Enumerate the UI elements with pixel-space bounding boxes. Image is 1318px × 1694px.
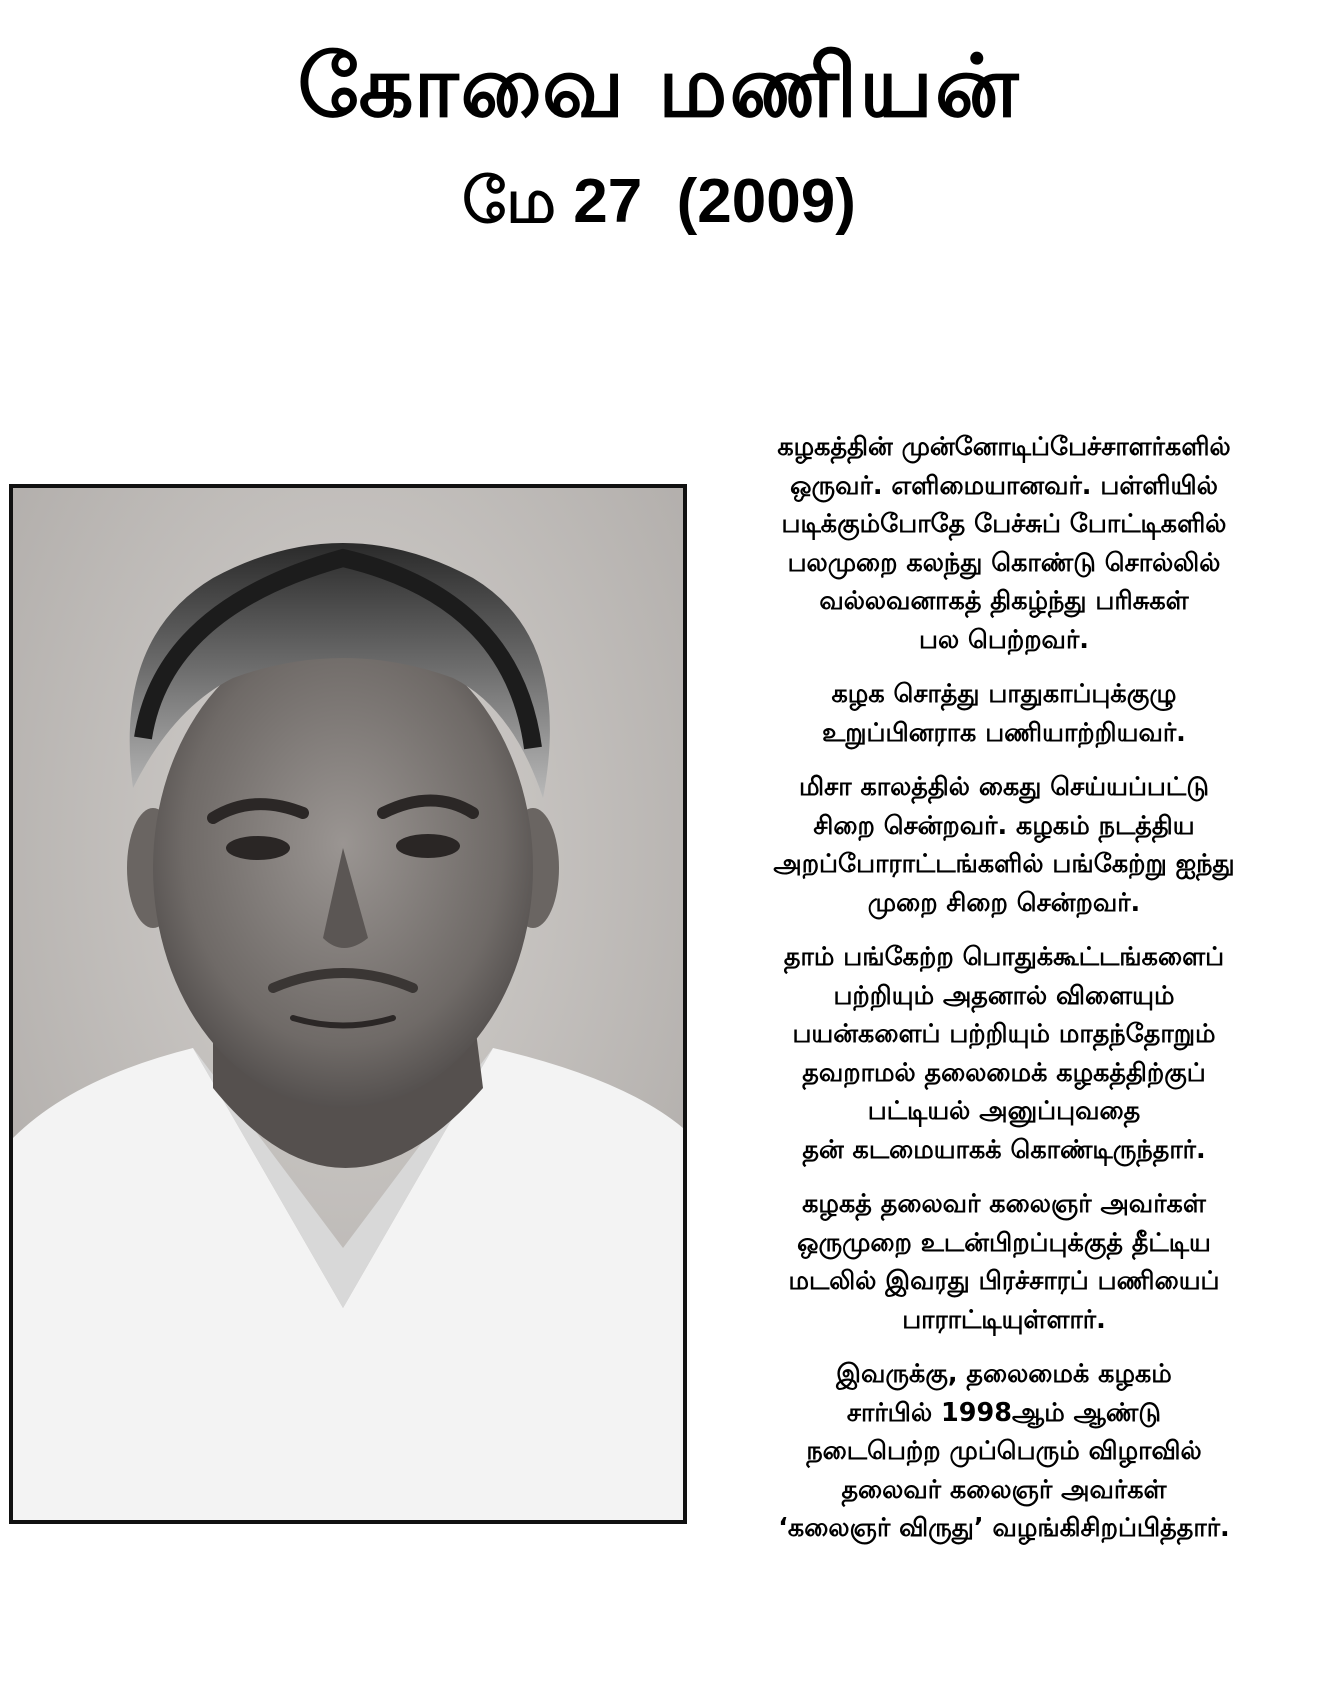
bio-paragraph-1 [694, 428, 1314, 659]
bio-line: பாராட்டியுள்ளார். [902, 1304, 1106, 1335]
bio-line: பட்டியல் அனுப்புவதை [867, 1096, 1141, 1126]
bio-line: சிறை சென்றவர். கழகம் நடத்திய [813, 810, 1195, 841]
bio-line: கழகத்தின் முன்னோடிப்பேச்சாளர்களில் [777, 432, 1231, 462]
bio-line: தன் கடமையாகக் கொண்டிருந்தார். [802, 1134, 1206, 1165]
bio-paragraph-4 [694, 938, 1314, 1169]
bio-paragraph-5 [694, 1185, 1314, 1339]
bio-line: தலைவர் கலைஞர் அவர்கள் [841, 1474, 1167, 1505]
bio-line: கழகத் தலைவர் கலைஞர் அவர்கள் [802, 1189, 1206, 1219]
bio-line: சார்பில் 1998ஆம் ஆண்டு [846, 1397, 1162, 1428]
bio-line: ‘கலைஞர் விருது’ வழங்கிசிறப்பித்தார். [778, 1513, 1230, 1543]
bio-line: படிக்கும்போதே பேச்சுப் போட்டிகளில் [781, 509, 1227, 539]
bio-line: வல்லவனாகத் திகழ்ந்து பரிசுகள் [819, 586, 1189, 616]
bio-line: பயன்களைப் பற்றியும் மாதந்தோறும் [792, 1019, 1216, 1049]
bio-line: பல பெற்றவர். [919, 624, 1089, 655]
bio-line: தாம் பங்கேற்ற பொதுக்கூட்டங்களைப் [783, 942, 1225, 972]
page-title: கோவை மணியன் [297, 37, 1021, 137]
bio-line: மடலில் இவரது பிரச்சாரப் பணியைப் [788, 1266, 1220, 1296]
bio-line: முறை சிறை சென்றவர். [867, 887, 1141, 918]
bio-line: கழக சொத்து பாதுகாப்புக்குழு [831, 679, 1177, 709]
bio-line: உறுப்பினராக பணியாற்றியவர். [822, 717, 1186, 748]
memorial-date: மே 27 (2009) [462, 167, 856, 236]
bio-line: தவறாமல் தலைமைக் கழகத்திற்குப் [802, 1057, 1206, 1088]
portrait-icon [13, 488, 683, 1520]
bio-line: மிசா காலத்தில் கைது செய்யப்பட்டு [799, 772, 1209, 802]
bio-line: பலமுறை கலந்து கொண்டு சொல்லில் [787, 547, 1221, 578]
bio-paragraph-3 [694, 768, 1314, 922]
biography-text [694, 428, 1314, 1564]
bio-line: நடைபெற்ற முப்பெரும் விழாவில் [806, 1436, 1202, 1466]
bio-paragraph-6 [694, 1355, 1314, 1548]
bio-paragraph-2 [694, 675, 1314, 752]
bio-line: ஒருமுறை உடன்பிறப்புக்குத் தீட்டிய [797, 1227, 1211, 1258]
bio-line: பற்றியும் அதனால் விளையும் [833, 980, 1175, 1011]
bio-line: ஒருவர். எளிமையானவர். பள்ளியில் [790, 470, 1218, 501]
bio-line: இவருக்கு, தலைமைக் கழகம் [836, 1359, 1172, 1389]
bio-line: அறப்போராட்டங்களில் பங்கேற்று ஐந்து [773, 849, 1235, 879]
portrait-photo [9, 484, 687, 1524]
